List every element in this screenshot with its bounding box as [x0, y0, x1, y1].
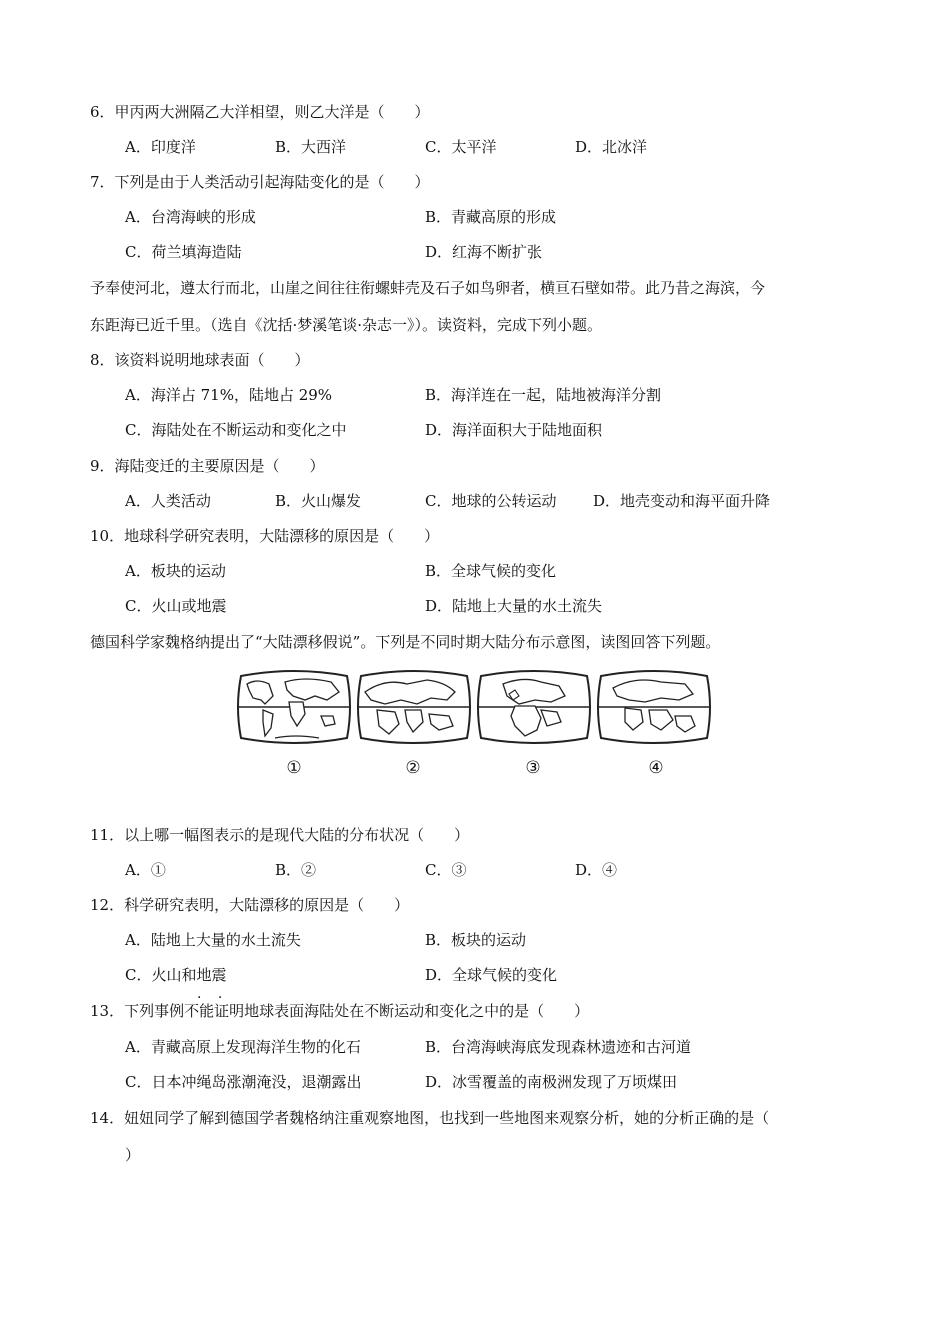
continental-drift-maps — [225, 660, 725, 790]
question-6-options — [125, 137, 825, 157]
option-d[interactable]: D．陆地上大量的水土流失 — [425, 597, 603, 615]
option-a[interactable]: A．印度洋 — [125, 138, 196, 156]
option-d[interactable]: D．海洋面积大于陆地面积 — [425, 421, 603, 439]
map-4-figure — [595, 670, 713, 744]
option-a[interactable]: A．板块的运动 — [125, 562, 226, 580]
question-7-stem: 7．下列是由于人类活动引起海陆变化的是（ ） — [90, 173, 430, 191]
passage-line-2: 东距海已近千里。（选自《沈括·梦溪笔谈·杂志一》）。读资料，完成下列小题。 — [90, 316, 603, 334]
option-b[interactable]: B．板块的运动 — [425, 931, 527, 949]
map-label-2: ② — [405, 758, 421, 778]
option-a[interactable]: A．① — [125, 861, 166, 879]
option-b[interactable]: B．大西洋 — [275, 138, 347, 156]
option-b[interactable]: B．海洋连在一起，陆地被海洋分割 — [425, 386, 662, 404]
map-label-3: ③ — [525, 758, 541, 778]
passage-2: 德国科学家魏格纳提出了“大陆漂移假说”。下列是不同时期大陆分布示意图，读图回答下列题。 — [90, 633, 721, 651]
option-c[interactable]: C．太平洋 — [425, 138, 497, 156]
option-c[interactable]: C．海陆处在不断运动和变化之中 — [125, 421, 347, 439]
option-b[interactable]: B．全球气候的变化 — [425, 562, 557, 580]
question-13-stem: 13．下列事例不能证明地球表面海陆处在不断运动和变化之中的是（ ） — [90, 1002, 590, 1020]
option-c[interactable]: C．火山和地震 — [125, 966, 227, 984]
question-12-options-row2 — [125, 965, 825, 985]
question-13-options-row2 — [125, 1072, 825, 1092]
map-label-4: ④ — [648, 758, 664, 778]
question-10-stem: 10．地球科学研究表明，大陆漂移的原因是（ ） — [90, 527, 440, 545]
map-1-figure — [235, 670, 353, 744]
option-c[interactable]: C．荷兰填海造陆 — [125, 243, 242, 261]
option-b[interactable]: B．台湾海峡海底发现森林遗迹和古河道 — [425, 1038, 692, 1056]
map-3-figure — [475, 670, 593, 744]
option-c[interactable]: C．火山或地震 — [125, 597, 227, 615]
map-label-1: ① — [286, 758, 302, 778]
question-9-options — [125, 491, 825, 511]
option-a[interactable]: A．人类活动 — [125, 492, 211, 510]
option-d[interactable]: D．④ — [575, 861, 618, 879]
emphasis-dots: · · — [197, 990, 229, 1006]
option-c[interactable]: C．③ — [425, 861, 467, 879]
question-6-stem: 6．甲丙两大洲隔乙大洋相望，则乙大洋是（ ） — [90, 103, 430, 121]
option-a[interactable]: A．海洋占 71%，陆地占 29% — [125, 386, 333, 404]
question-7-options-row2 — [125, 242, 825, 262]
question-14-stem-end: ） — [125, 1146, 141, 1164]
option-c[interactable]: C．地球的公转运动 — [425, 492, 557, 510]
question-8-stem: 8．该资料说明地球表面（ ） — [90, 351, 310, 369]
map-2-figure — [355, 670, 473, 744]
question-13-options-row1 — [125, 1037, 825, 1057]
question-14-stem: 14．妞妞同学了解到德国学者魏格纳注重观察地图，也找到一些地图来观察分析，她的分析正确的是（ — [90, 1109, 770, 1127]
question-10-options-row2 — [125, 596, 825, 616]
option-b[interactable]: B．② — [275, 861, 317, 879]
question-10-options-row1 — [125, 561, 825, 581]
question-8-options-row1 — [125, 385, 825, 405]
question-8-options-row2 — [125, 420, 825, 440]
option-d[interactable]: D．北冰洋 — [575, 138, 648, 156]
option-a[interactable]: A．台湾海峡的形成 — [125, 208, 256, 226]
question-12-options-row1 — [125, 930, 825, 950]
option-d[interactable]: D．冰雪覆盖的南极洲发现了万顷煤田 — [425, 1073, 678, 1091]
option-d[interactable]: D．地壳变动和海平面升降 — [593, 492, 771, 510]
passage-line-1: 予奉使河北，遵太行而北，山崖之间往往衔螺蚌壳及石子如鸟卵者，横亘石壁如带。此乃昔之海滨，今 — [90, 279, 766, 297]
question-7-options-row1 — [125, 207, 825, 227]
option-b[interactable]: B．青藏高原的形成 — [425, 208, 557, 226]
option-a[interactable]: A．陆地上大量的水土流失 — [125, 931, 301, 949]
question-12-stem: 12．科学研究表明，大陆漂移的原因是（ ） — [90, 896, 410, 914]
question-11-stem: 11．以上哪一幅图表示的是现代大陆的分布状况（ ） — [90, 826, 470, 844]
question-9-stem: 9．海陆变迁的主要原因是（ ） — [90, 457, 325, 475]
option-d[interactable]: D．红海不断扩张 — [425, 243, 543, 261]
option-d[interactable]: D．全球气候的变化 — [425, 966, 558, 984]
option-b[interactable]: B．火山爆发 — [275, 492, 362, 510]
option-c[interactable]: C．日本冲绳岛涨潮淹没，退潮露出 — [125, 1073, 362, 1091]
question-11-options — [125, 860, 825, 880]
option-a[interactable]: A．青藏高原上发现海洋生物的化石 — [125, 1038, 361, 1056]
